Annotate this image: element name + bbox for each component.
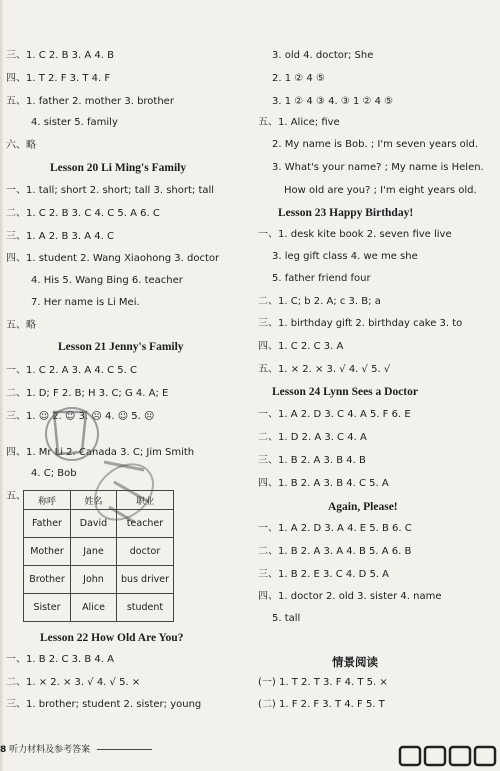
answer-line: 3. What's your name? ; My name is Helen.	[272, 162, 484, 173]
answer-line: 三、1. birthday gift 2. birthday cake 3. to	[258, 318, 463, 329]
answer-line: (二) 1. F 2. F 3. T 4. F 5. T	[258, 699, 385, 710]
section-heading: Lesson 24 Lynn Sees a Doctor	[272, 386, 418, 398]
answer-line: 六、略	[6, 140, 36, 151]
answer-line: 一、1. desk kite book 2. seven five live	[258, 229, 452, 240]
page-number: 8	[0, 745, 7, 755]
answer-line: 2. 1 ② 4 ⑤	[272, 73, 325, 84]
answer-line: 3. old 4. doctor; She	[272, 50, 374, 61]
answer-line: 5. father friend four	[272, 273, 371, 284]
table-cell: Jane	[71, 538, 117, 566]
family-table	[23, 490, 174, 622]
answer-line: 三、1. B 2. E 3. C 4. D 5. A	[258, 569, 390, 580]
table-cell: Brother	[24, 566, 71, 594]
table-header-cell: 姓名	[71, 491, 117, 510]
answer-line: 一、1. tall; short 2. short; tall 3. short; tall	[6, 185, 215, 196]
answer-line: 三、1. B 2. A 3. B 4. B	[258, 455, 366, 466]
answer-line: 五、1. Alice; five	[258, 117, 340, 128]
answer-line: 一、1. B 2. C 3. B 4. A	[6, 654, 114, 665]
answer-line: 3. 1 ② 4 ③ 4. ③ 1 ② 4 ⑤	[272, 96, 394, 107]
answer-line: 二、1. B 2. A 3. A 4. B 5. A 6. B	[258, 546, 412, 557]
table-cell: teacher	[117, 510, 174, 538]
answer-line: 三、1. C 2. B 3. A 4. B	[6, 50, 114, 61]
table-row	[24, 594, 174, 622]
section-heading: Lesson 21 Jenny's Family	[58, 341, 184, 353]
answer-line: 7. Her name is Li Mei.	[31, 297, 140, 308]
section-heading: Lesson 22 How Old Are You?	[40, 632, 184, 644]
answer-line: 一、1. A 2. D 3. A 4. E 5. B 6. C	[258, 523, 412, 534]
table-header-cell: 称呼	[24, 491, 71, 510]
answer-line: 四、1. doctor 2. old 3. sister 4. name	[258, 591, 442, 602]
answer-line: 二、1. C; b 2. A; c 3. B; a	[258, 296, 381, 307]
answer-line: 二、1. D; F 2. B; H 3. C; G 4. A; E	[6, 388, 169, 399]
table-cell: John	[71, 566, 117, 594]
section-heading: Again, Please!	[328, 501, 398, 513]
answer-line: 三、1. A 2. B 3. A 4. C	[6, 231, 114, 242]
answer-line: How old are you? ; I'm eight years old.	[284, 185, 477, 196]
answer-line: 四、1. B 2. A 3. B 4. C 5. A	[258, 478, 389, 489]
table-row	[24, 538, 174, 566]
answer-line: 4. His 5. Wang Bing 6. teacher	[31, 275, 183, 286]
table-cell: student	[117, 594, 174, 622]
table-cell: doctor	[117, 538, 174, 566]
answer-line: 4. C; Bob	[31, 468, 77, 479]
answer-line: 2. My name is Bob. ; I'm seven years old.	[272, 139, 479, 150]
site-logo	[398, 744, 500, 771]
table-cell: Sister	[24, 594, 71, 622]
section-heading: 情景阅读	[332, 657, 378, 669]
section-heading: Lesson 23 Happy Birthday!	[278, 207, 414, 219]
answer-line: 3. leg gift class 4. we me she	[272, 251, 418, 262]
page-spine-shadow	[0, 0, 7, 771]
answer-line: 五、1. × 2. × 3. √ 4. √ 5. √	[258, 364, 391, 375]
answer-line: 三、1. brother; student 2. sister; young	[6, 699, 202, 710]
answer-line: 4. sister 5. family	[31, 117, 118, 128]
section-heading: Lesson 20 Li Ming's Family	[50, 162, 187, 174]
answer-line: 二、1. × 2. × 3. √ 4. √ 5. ×	[6, 677, 141, 688]
table-row	[24, 510, 174, 538]
answer-line: 四、1. T 2. F 3. T 4. F	[6, 73, 111, 84]
answer-line: 五、1. father 2. mother 3. brother	[6, 96, 174, 107]
table-cell: Mother	[24, 538, 71, 566]
answer-line: 五、	[6, 491, 26, 502]
answer-line: 四、1. student 2. Wang Xiaohong 3. doctor	[6, 253, 220, 264]
footer-rule	[97, 749, 152, 750]
table-cell: bus driver	[117, 566, 174, 594]
answer-line: 四、1. C 2. C 3. A	[258, 341, 344, 352]
answer-line: 一、1. C 2. A 3. A 4. C 5. C	[6, 365, 137, 376]
table-header-row	[24, 491, 174, 510]
answer-line: 5. tall	[272, 613, 301, 624]
answer-line: 二、1. D 2. A 3. C 4. A	[258, 432, 367, 443]
table-cell: Alice	[71, 594, 117, 622]
answer-line: (一) 1. T 2. T 3. F 4. T 5. ×	[258, 677, 388, 688]
table-header-cell: 职业	[117, 491, 174, 510]
table-cell: Father	[24, 510, 71, 538]
answer-line: 二、1. C 2. B 3. C 4. C 5. A 6. C	[6, 208, 160, 219]
footer-title: 听力材料及参考答案	[9, 745, 91, 755]
table-row	[24, 566, 174, 594]
answer-line: 五、略	[6, 320, 36, 331]
answer-line: 三、1. ☺ 2. ☺ 3. ☹ 4. ☺ 5. ☹	[6, 411, 155, 422]
answer-line: 一、1. A 2. D 3. C 4. A 5. F 6. E	[258, 409, 411, 420]
table-cell: David	[71, 510, 117, 538]
page-footer	[0, 742, 152, 755]
answer-line: 四、1. Mr Li 2. Canada 3. C; Jim Smith	[6, 447, 195, 458]
